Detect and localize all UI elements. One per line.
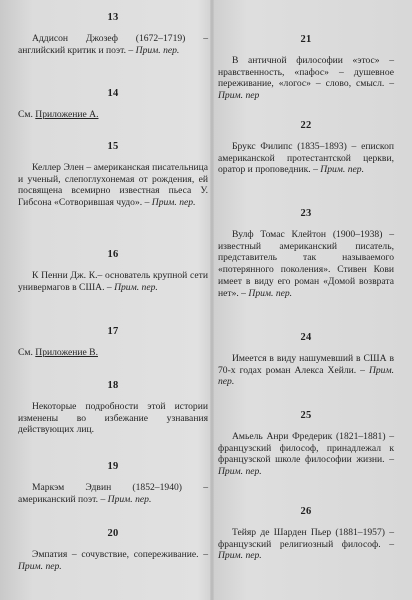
footnote-number: 20 <box>107 528 119 539</box>
footnote-number: 21 <box>300 34 312 45</box>
footnote-15 <box>18 141 208 209</box>
footnote-number: 19 <box>107 461 119 472</box>
footnote-number: 26 <box>300 506 312 517</box>
footnote-text: См. Приложение А. <box>18 109 99 120</box>
appendix-link[interactable]: Приложение В. <box>35 347 98 358</box>
footnote-text: Брукс Филипс (1835–1893) – епископ американской протестантской церкви, оратор и проповедник. – Прим. пер. <box>218 141 394 176</box>
footnote-text: Маркэм Эдвин (1852–1940) – американский поэт. – Прим. пер. <box>18 482 208 505</box>
footnote-text: К Пенни Дж. К.– основатель крупной сети универмагов в США. – Прим. пер. <box>18 270 208 293</box>
footnote-17 <box>18 326 208 359</box>
right-page <box>218 0 394 600</box>
footnote-number: 23 <box>300 208 312 219</box>
footnote-20 <box>18 528 208 572</box>
footnote-text: Некоторые подробности этой истории изменены во избежание узнавания действующих лиц. <box>18 401 208 436</box>
footnote-21 <box>218 34 394 102</box>
footnote-19 <box>18 461 208 505</box>
footnote-13 <box>18 12 208 56</box>
footnote-text: Амьель Анри Фредерик (1821–1881) – французский философ, принадлежал к французской школе философии жизни. – Прим. пер. <box>218 431 394 478</box>
footnote-text: См. Приложение В. <box>18 347 98 358</box>
left-page <box>18 0 208 600</box>
footnote-24 <box>218 332 394 388</box>
footnote-number: 24 <box>300 332 312 343</box>
footnote-22 <box>218 120 394 176</box>
footnote-text: Вулф Томас Клейтон (1900–1938) – известный американский писатель, представитель так называемого «потерянного поколения». Стивен Кови имеет в виду его роман «Домой возврата нет». – Прим. пер. <box>218 229 394 299</box>
footnote-text: Тейяр де Шарден Пьер (1881–1957) – французский религиозный философ. – Прим. пер. <box>218 527 394 562</box>
footnote-text: Имеется в виду нашумевший в США в 70-х годах роман Алекса Хейли. – Прим. пер. <box>218 353 394 388</box>
footnote-26 <box>218 506 394 562</box>
page-gutter <box>210 0 214 600</box>
footnote-number: 25 <box>300 410 312 421</box>
footnote-number: 16 <box>107 249 119 260</box>
footnote-text: Аддисон Джозеф (1672–1719) – английский критик и поэт. – Прим. пер. <box>18 33 208 56</box>
footnote-18 <box>18 380 208 436</box>
footnote-number: 22 <box>300 120 312 131</box>
footnote-number: 15 <box>107 141 119 152</box>
footnote-text: Келлер Элен – американская писательница и ученый, слепоглухонемая от рождения, ей посвящена всемирно известная пьеса У. Гибсона «Сотворившая чудо». – Прим. пер. <box>18 162 208 209</box>
footnote-text: В античной философии «этос» – нравственность, «пафос» – душевное переживание, «логос» – слово, смысл. – Прим. пер <box>218 55 394 102</box>
footnote-number: 18 <box>107 380 119 391</box>
footnote-text: Эмпатия – сочувствие, сопереживание. – Прим. пер. <box>18 549 208 572</box>
footnote-23 <box>218 208 394 299</box>
footnote-number: 13 <box>107 12 119 23</box>
footnote-number: 17 <box>107 326 119 337</box>
footnote-16 <box>18 249 208 293</box>
footnote-number: 14 <box>107 88 119 99</box>
footnote-25 <box>218 410 394 478</box>
appendix-link[interactable]: Приложение А. <box>35 109 99 120</box>
footnote-14 <box>18 88 208 121</box>
